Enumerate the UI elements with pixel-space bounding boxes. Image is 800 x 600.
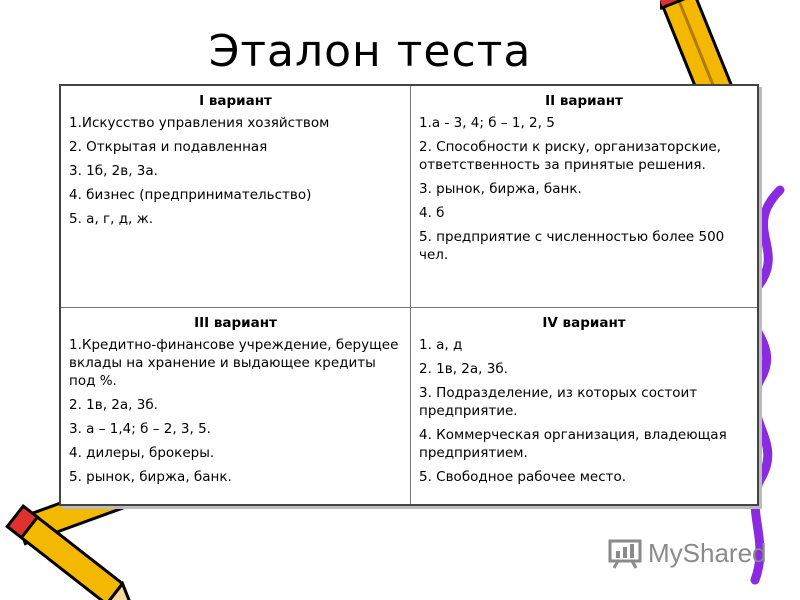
variant-4-cell: [411, 308, 757, 504]
variant-1-item: 2. Открытая и подавленная: [69, 139, 268, 155]
variant-4-item: 3. Подразделение, из которых состоит предприятие.: [419, 385, 698, 419]
variant-1-item: 1.Искусство управления хозяйством: [69, 115, 330, 131]
watermark-text: MyShared: [648, 538, 767, 568]
presentation-icon: [608, 539, 642, 569]
variant-2-item: 1.а - 3, 4; б – 1, 2, 5: [419, 115, 555, 131]
variant-1-item: 4. бизнес (предпринимательство): [69, 187, 312, 203]
variant-1-heading: I вариант: [199, 93, 272, 109]
variant-2-item: 4. б: [419, 205, 445, 221]
answer-table: [59, 84, 759, 506]
variant-2-cell: [411, 86, 757, 308]
variant-3-item: 5. рынок, биржа, банк.: [69, 469, 232, 485]
variant-2-item: 5. предприятие с численностью более 500 чел.: [419, 229, 725, 263]
variant-3-heading: III вариант: [194, 315, 277, 331]
variant-1-item: 5. а, г, д, ж.: [69, 211, 154, 227]
variant-3-item: 2. 1в, 2а, 3б.: [69, 397, 158, 413]
variant-2-item: 2. Способности к риску, организаторские, ответственность за принятые решения.: [419, 139, 721, 173]
variant-2-item: 3. рынок, биржа, банк.: [419, 181, 582, 197]
variant-3-cell: [61, 308, 411, 504]
watermark: [608, 538, 767, 569]
variant-4-item: 2. 1в, 2а, 3б.: [419, 361, 508, 377]
variant-3-item: 4. дилеры, брокеры.: [69, 445, 215, 461]
variant-4-item: 5. Свободное рабочее место.: [419, 469, 627, 485]
variant-3-item: 3. а – 1,4; б – 2, 3, 5.: [69, 421, 211, 437]
variant-3-item: 1.Кредитно-финансове учреждение, берущее вклады на хранение и выдающее кредиты под %.: [69, 337, 399, 389]
variant-1-cell: [61, 86, 411, 308]
variant-4-heading: IV вариант: [542, 315, 626, 331]
page-title: Эталон теста: [208, 26, 532, 77]
variant-2-heading: II вариант: [545, 93, 623, 109]
variant-1-item: 3. 1б, 2в, 3а.: [69, 163, 158, 179]
variant-4-item: 1. а, д: [419, 337, 463, 353]
variant-4-item: 4. Коммерческая организация, владеющая предприятием.: [419, 427, 727, 461]
